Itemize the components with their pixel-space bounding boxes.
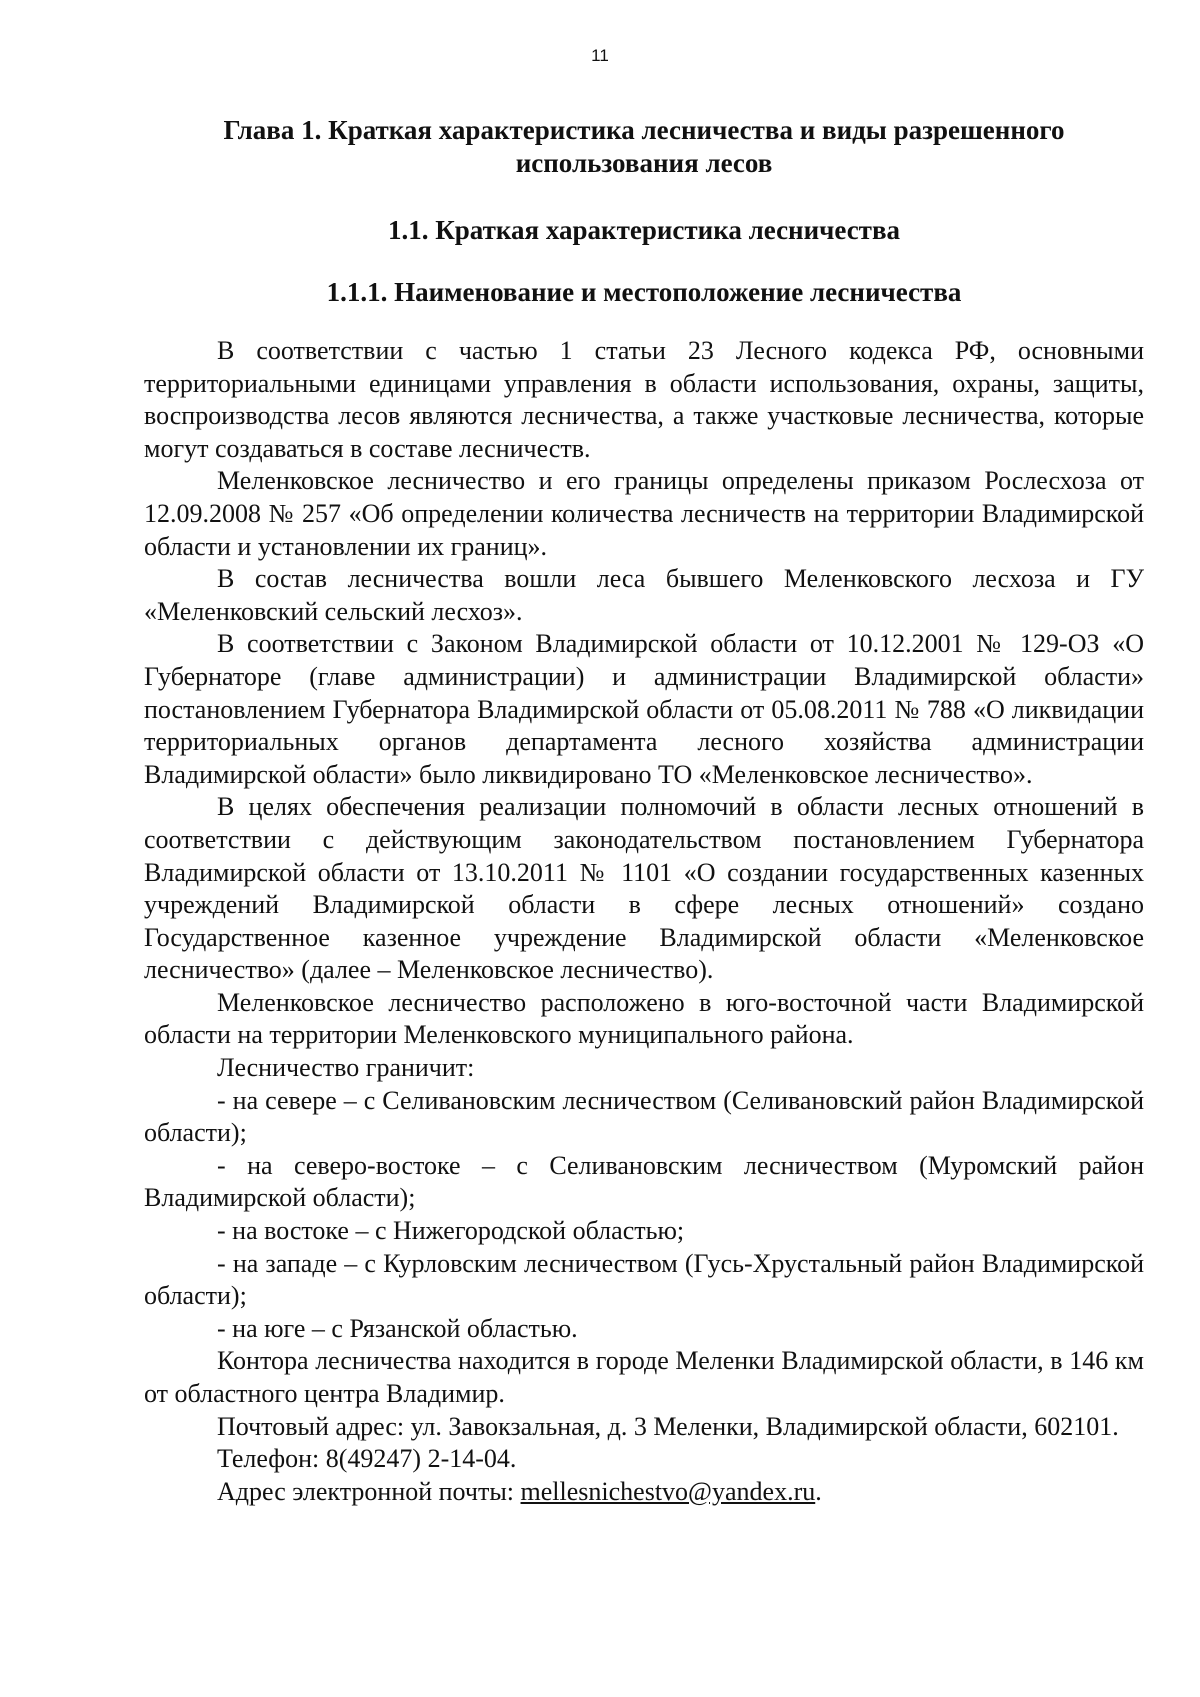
paragraph: В целях обеспечения реализации полномочий в области лесных отношений в соответствии с действующим законодательством постановлением Губернатора Владимирской области от 13.10.2011 № 1101 «О создании государственных казенных учреждений Владимирской области в сфере лесных отношений» создано Государственное казенное учреждение Владимирской области «Меленковское лесничество» (далее – Меленковское лесничество). [144, 792, 1144, 985]
paragraph: Меленковское лесничество и его границы определены приказом Рослесхоза от 12.09.2008 № 257 «Об определении количества лесничеств на территории Владимирской области и установлении их границ». [144, 466, 1144, 561]
section-title: 1.1. Краткая характеристика лесничества [387, 215, 901, 245]
email-label: Адрес электронной почты: [217, 1476, 521, 1506]
border-item: - на северо-востоке – с Селивановским лесничеством (Муромский район Владимирской области); [144, 1150, 1144, 1213]
border-item: - на юге – с Рязанской областью. [217, 1313, 578, 1343]
postal-address: Почтовый адрес: ул. Завокзальная, д. 3 Меленки, Владимирской области, 602101. [217, 1411, 1119, 1441]
paragraph: В соответствии с Законом Владимирской области от 10.12.2001 № 129-ОЗ «О Губернаторе (главе администрации) и администрации Владимирской области» постановлением Губернатора Владимирской области от 05.08.2011 № 788 «О ликвидации территориальных органов департамента лесного хозяйства администрации Владимирской области» было ликвидировано ТО «Меленковское лесничество». [144, 629, 1144, 789]
subsection-title: 1.1.1. Наименование и местоположение лесничества [326, 277, 962, 307]
chapter-title-line2: использования лесов [515, 148, 773, 178]
paragraph: В соответствии с частью 1 статьи 23 Лесного кодекса РФ, основными территориальными единицами управления в области использования, охраны, защиты, воспроизводства лесов являются лесничества, а также участковые лесничества, которые могут создаваться в составе лесничеств. [144, 336, 1144, 463]
body-text [144, 335, 1144, 1508]
phone: Телефон: 8(49247) 2-14-04. [217, 1444, 517, 1474]
chapter-title-line1: Глава 1. Краткая характеристика лесничества и виды разрешенного [223, 115, 1065, 145]
border-item: - на востоке – с Нижегородской областью; [217, 1216, 685, 1246]
email-suffix: . [815, 1476, 822, 1506]
page-number: 11 [591, 46, 609, 65]
document-body [144, 114, 1144, 1508]
email-line [144, 1476, 1144, 1509]
paragraph: Лесничество граничит: [217, 1053, 475, 1083]
paragraph: Меленковское лесничество расположено в юго-восточной части Владимирской области на территории Меленковского муниципального района. [144, 987, 1144, 1050]
paragraph: В состав лесничества вошли леса бывшего Меленковского лесхоза и ГУ «Меленковский сельский лесхоз». [144, 564, 1144, 626]
border-item: - на севере – с Селивановским лесничеством (Селивановский район Владимирской области); [144, 1085, 1144, 1148]
paragraph: Контора лесничества находится в городе Меленки Владимирской области, в 146 км от областного центра Владимир. [144, 1346, 1144, 1408]
email-link[interactable]: mellesnichestvo@yandex.ru [520, 1476, 816, 1506]
border-item: - на западе – с Курловским лесничеством (Гусь-Хрустальный район Владимирской области); [144, 1248, 1144, 1311]
chapter-title [144, 114, 1144, 180]
